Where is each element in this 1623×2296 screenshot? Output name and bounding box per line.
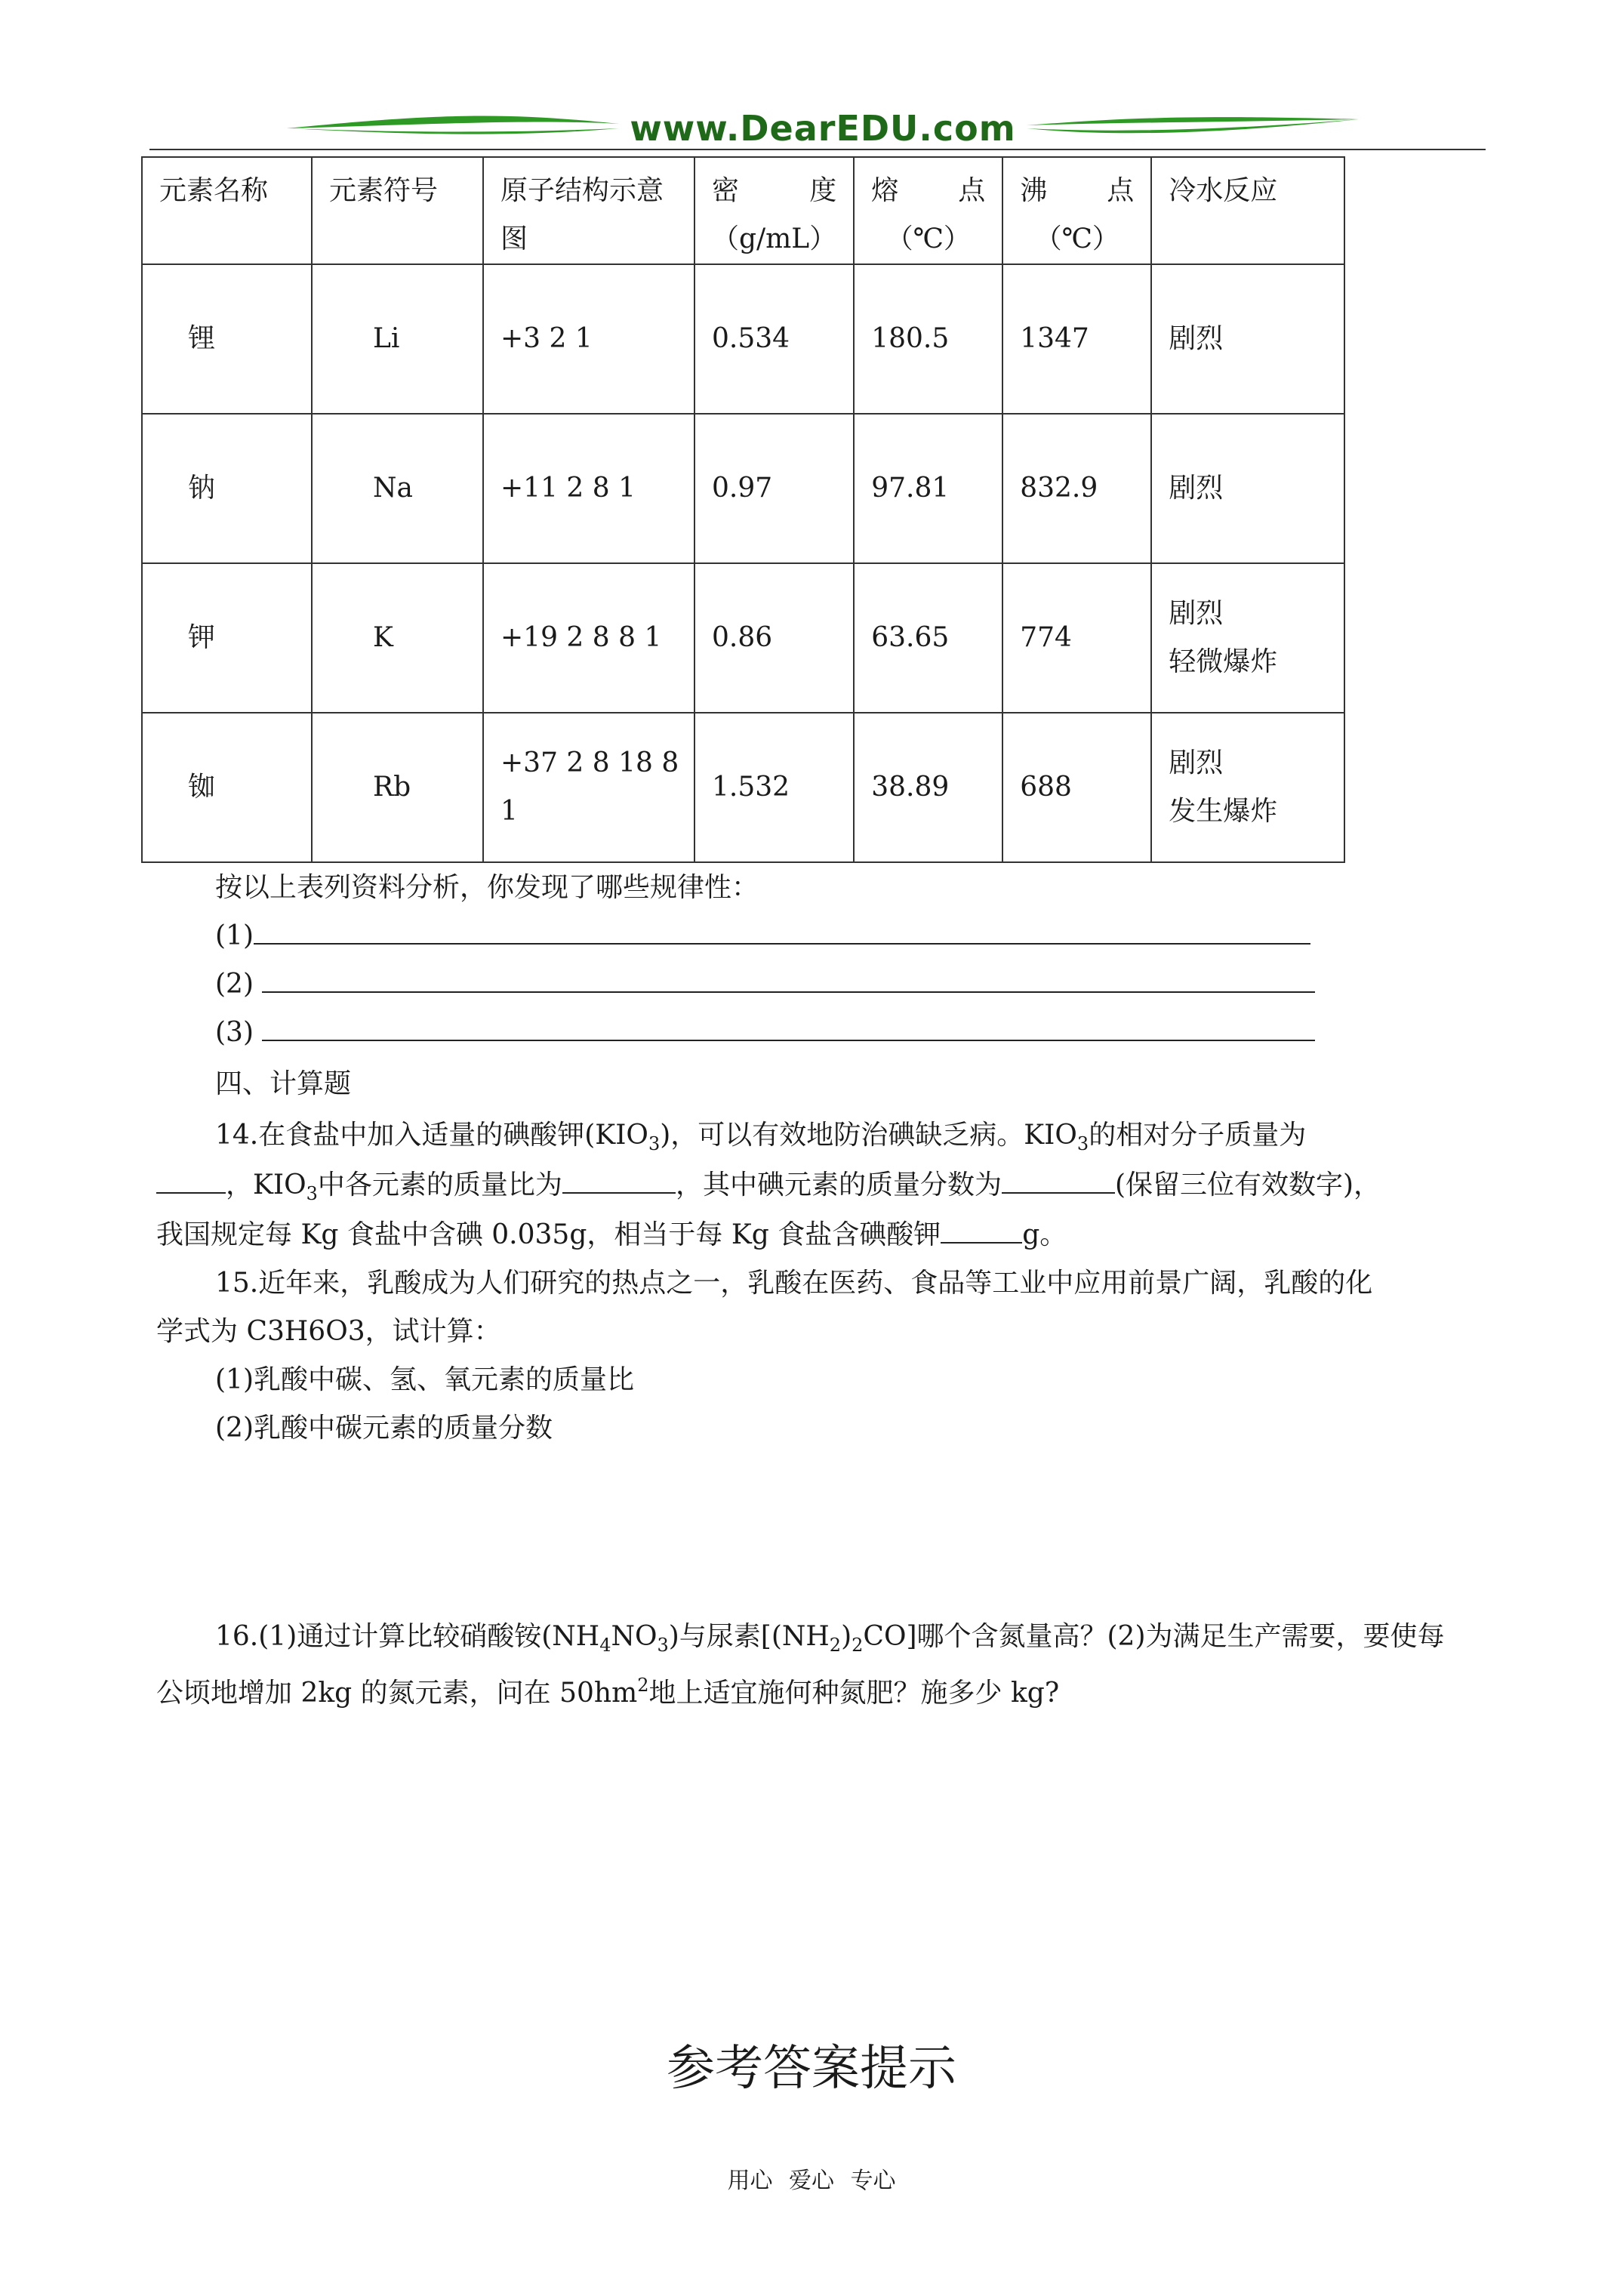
header-boiling-unit: （℃）: [1034, 223, 1119, 254]
header-melting-unit: （℃）: [885, 223, 971, 254]
cell-symbol: Li: [312, 264, 483, 414]
text: ): [841, 1621, 852, 1652]
reaction-line: 剧烈: [1169, 473, 1224, 504]
answer-blank[interactable]: [254, 913, 1310, 945]
analysis-item-3: [215, 1009, 1315, 1057]
cell-symbol: Na: [312, 414, 483, 563]
answer-blank[interactable]: [562, 1162, 676, 1194]
q14-line-3: [156, 1211, 1067, 1259]
text: (保留三位有效数字)，: [1114, 1170, 1381, 1200]
q15-line-1: 15.近年来，乳酸成为人们研究的热点之一，乳酸在医药、食品等工业中应用前景广阔，乳酸的化: [215, 1268, 1373, 1299]
cell-reaction: [1151, 264, 1344, 414]
subscript: 3: [306, 1183, 318, 1204]
cell-structure: +3 2 1: [483, 264, 694, 414]
text: 公顷地增加 2kg 的氮元素，问在 50hm: [156, 1678, 638, 1709]
header-cell: [694, 157, 854, 264]
header-rule: [149, 149, 1486, 150]
text: NO: [611, 1621, 658, 1652]
cell-name: 锂: [142, 264, 312, 414]
superscript: 2: [637, 1675, 649, 1696]
text: 中各元素的质量比为: [317, 1170, 562, 1200]
header-density-unit: （g/mL）: [712, 223, 837, 254]
q14-line-2: [156, 1161, 1381, 1218]
header-structure-2: 图: [500, 223, 528, 254]
reaction-line: 轻微爆炸: [1169, 646, 1278, 677]
text: 16.(1)通过计算比较硝酸铵(NH: [215, 1621, 600, 1652]
header-structure: 原子结构示意: [500, 175, 664, 206]
analysis-item-2: [215, 960, 1315, 1009]
reaction-line: 发生爆炸: [1169, 796, 1278, 827]
q15-line-2: 学式为 C3H6O3，试计算：: [156, 1316, 501, 1347]
cell-density: 0.534: [694, 264, 854, 414]
header-cell: [142, 157, 312, 264]
text: CO]哪个含氮量高？(2)为满足生产需要，要使每: [863, 1621, 1445, 1652]
header-cell: [854, 157, 1002, 264]
header-name: 元素名称: [159, 175, 269, 206]
subscript: 4: [599, 1635, 611, 1656]
text: 的相对分子质量为: [1089, 1120, 1307, 1151]
cell-symbol: Rb: [312, 713, 483, 862]
table-header-row: [142, 157, 1344, 264]
subscript: 2: [852, 1635, 864, 1656]
cell-melting: 180.5: [854, 264, 1002, 414]
cell-name: 铷: [142, 713, 312, 862]
answer-blank[interactable]: [262, 961, 1315, 993]
section-title: 四、计算题: [215, 1068, 352, 1099]
header-melting: 熔 点: [871, 175, 986, 206]
cell-structure: +11 2 8 1: [483, 414, 694, 563]
text: g。: [1022, 1219, 1067, 1250]
cell-boiling: 774: [1002, 563, 1151, 713]
header-cell: [312, 157, 483, 264]
text: )与尿素[(NH: [668, 1621, 830, 1652]
cell-reaction: [1151, 414, 1344, 563]
reaction-line: 剧烈: [1169, 323, 1224, 354]
cell-reaction: [1151, 563, 1344, 713]
cell-density: 0.97: [694, 414, 854, 563]
item-number: (2): [215, 969, 254, 1000]
subscript: 3: [648, 1133, 661, 1154]
header-reaction: 冷水反应: [1169, 175, 1278, 206]
cell-structure: +37 2 8 18 8 1: [483, 713, 694, 862]
cell-name: 钠: [142, 414, 312, 563]
cell-melting: 63.65: [854, 563, 1002, 713]
table-row: [142, 563, 1344, 713]
reaction-line: 剧烈: [1169, 747, 1224, 778]
cell-density: 1.532: [694, 713, 854, 862]
cell-structure: +19 2 8 8 1: [483, 563, 694, 713]
header-cell: [483, 157, 694, 264]
cell-boiling: 1347: [1002, 264, 1151, 414]
cell-symbol: K: [312, 563, 483, 713]
text: ，其中碘元素的质量分数为: [675, 1170, 1002, 1200]
page-footer: 用心 爱心 专心: [727, 2168, 896, 2194]
table-row: [142, 414, 1344, 563]
reaction-line: 剧烈: [1169, 598, 1224, 629]
item-number: (3): [215, 1017, 254, 1048]
cell-melting: 38.89: [854, 713, 1002, 862]
item-number: (1): [215, 920, 254, 951]
analysis-item-1: [215, 912, 1310, 960]
q15-sub-1: (1)乳酸中碳、氢、氧元素的质量比: [215, 1364, 634, 1395]
q16-line-2: [156, 1661, 1059, 1718]
header-cell: [1151, 157, 1344, 264]
cell-name: 钾: [142, 563, 312, 713]
logo-text: www.DearEDU.com: [630, 108, 1016, 149]
text: ，KIO: [226, 1170, 306, 1200]
answer-title: 参考答案提示: [667, 2041, 956, 2097]
text: 地上适宜施何种氮肥？施多少 kg?: [648, 1678, 1060, 1709]
analysis-prompt: 按以上表列资料分析，你发现了哪些规律性：: [215, 872, 759, 903]
header-symbol: 元素符号: [329, 175, 439, 206]
q15-sub-2: (2)乳酸中碳元素的质量分数: [215, 1413, 553, 1444]
cell-density: 0.86: [694, 563, 854, 713]
cell-boiling: 688: [1002, 713, 1151, 862]
cell-melting: 97.81: [854, 414, 1002, 563]
subscript: 3: [1076, 1133, 1089, 1154]
answer-blank[interactable]: [156, 1162, 226, 1194]
answer-blank[interactable]: [1002, 1162, 1115, 1194]
table-row: [142, 713, 1344, 862]
subscript: 3: [657, 1635, 669, 1656]
header-boiling: 沸 点: [1020, 175, 1135, 206]
text: 14.在食盐中加入适量的碘酸钾(KIO: [215, 1120, 648, 1151]
element-table: [141, 156, 1345, 863]
text: 我国规定每 Kg 食盐中含碘 0.035g，相当于每 Kg 食盐含碘酸钾: [156, 1219, 941, 1250]
table-row: [142, 264, 1344, 414]
answer-blank[interactable]: [262, 1009, 1315, 1041]
q14-line-1: [215, 1111, 1306, 1168]
cell-boiling: 832.9: [1002, 414, 1151, 563]
subscript: 2: [829, 1635, 842, 1656]
header-density: 密 度: [712, 175, 837, 206]
header-cell: [1002, 157, 1151, 264]
answer-blank[interactable]: [941, 1212, 1022, 1244]
text: )，可以有效地防治碘缺乏病。KIO: [660, 1120, 1077, 1151]
cell-reaction: [1151, 713, 1344, 862]
